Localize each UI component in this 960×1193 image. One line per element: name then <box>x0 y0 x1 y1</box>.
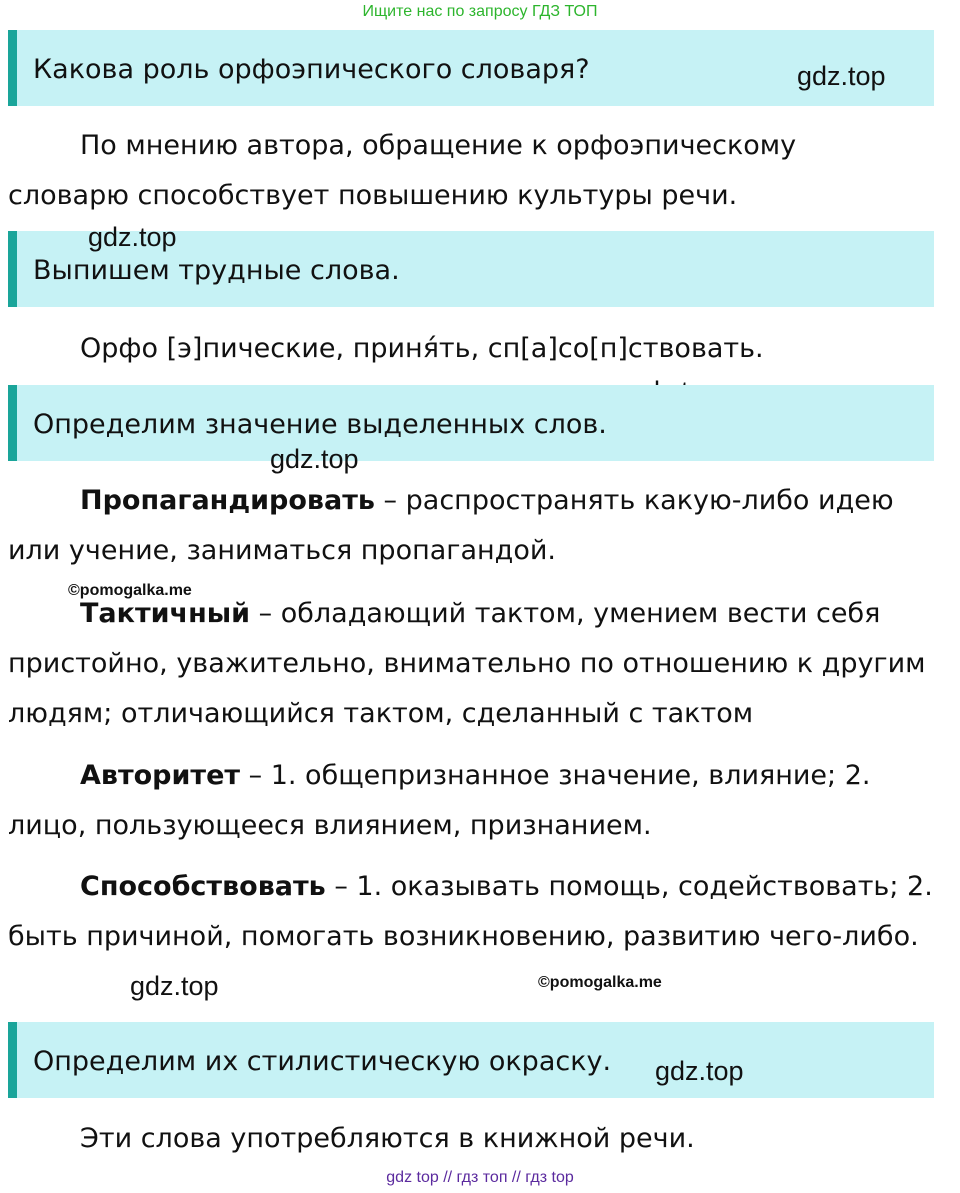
gdz-watermark: gdz.top <box>270 444 359 474</box>
definition-term: Способствовать <box>80 871 326 902</box>
pomogalka-watermark: ©pomogalka.me <box>538 974 662 991</box>
pomogalka-watermark: ©pomogalka.me <box>68 582 192 599</box>
question-title: Выпишем трудные слова. <box>33 255 400 286</box>
gdz-watermark: gdz.top <box>130 971 219 1001</box>
question-box-meanings <box>8 385 934 461</box>
definition-paragraph <box>8 589 938 739</box>
gdz-watermark: gdz.top <box>655 1056 744 1086</box>
definition-term: Авторитет <box>80 760 241 791</box>
definition-text: – обладающий тактом, умением вести себя пристойно, уважительно, внимательно по отношению к другим людям; отличающийся тактом, сделанный с тактом <box>8 598 926 729</box>
definition-text: – 1. общепризнанное значение, влияние; 2. лицо, пользующееся влиянием, признанием. <box>8 760 871 841</box>
gdz-watermark: gdz.top <box>797 61 886 91</box>
definition-paragraph <box>8 751 938 851</box>
style-answer-paragraph: Эти слова употребляются в книжной речи. <box>80 1123 695 1154</box>
definition-paragraph <box>8 862 938 962</box>
answer-line: По мнению автора, обращение к орфоэпическому <box>80 130 797 161</box>
footer-links: gdz top // гдз топ // гдз top <box>386 1169 574 1186</box>
definition-text: – 1. оказывать помощь, содействовать; 2. быть причиной, помогать возникновению, развитию чего-либо. <box>8 871 933 952</box>
definition-term: Тактичный <box>80 598 251 629</box>
question-box-role <box>8 30 934 106</box>
question-title: Какова роль орфоэпического словаря? <box>33 54 590 85</box>
question-box-style <box>8 1022 934 1098</box>
answer-line: словарю способствует повышению культуры речи. <box>8 180 738 211</box>
hard-words-paragraph: Орфо [э]пические, приня́ть, сп[а]со[п]ствовать. <box>80 333 764 364</box>
question-title: Определим значение выделенных слов. <box>33 409 607 440</box>
question-title: Определим их стилистическую окраску. <box>33 1046 612 1077</box>
top-banner: Ищите нас по запросу ГДЗ ТОП <box>362 3 598 20</box>
definition-paragraph <box>8 476 938 576</box>
definition-term: Пропагандировать <box>80 485 375 516</box>
answer-paragraph <box>8 121 938 221</box>
definition-text: – распространять какую-либо идею или учение, заниматься пропагандой. <box>8 485 894 566</box>
gdz-watermark: gdz.top <box>88 222 177 252</box>
